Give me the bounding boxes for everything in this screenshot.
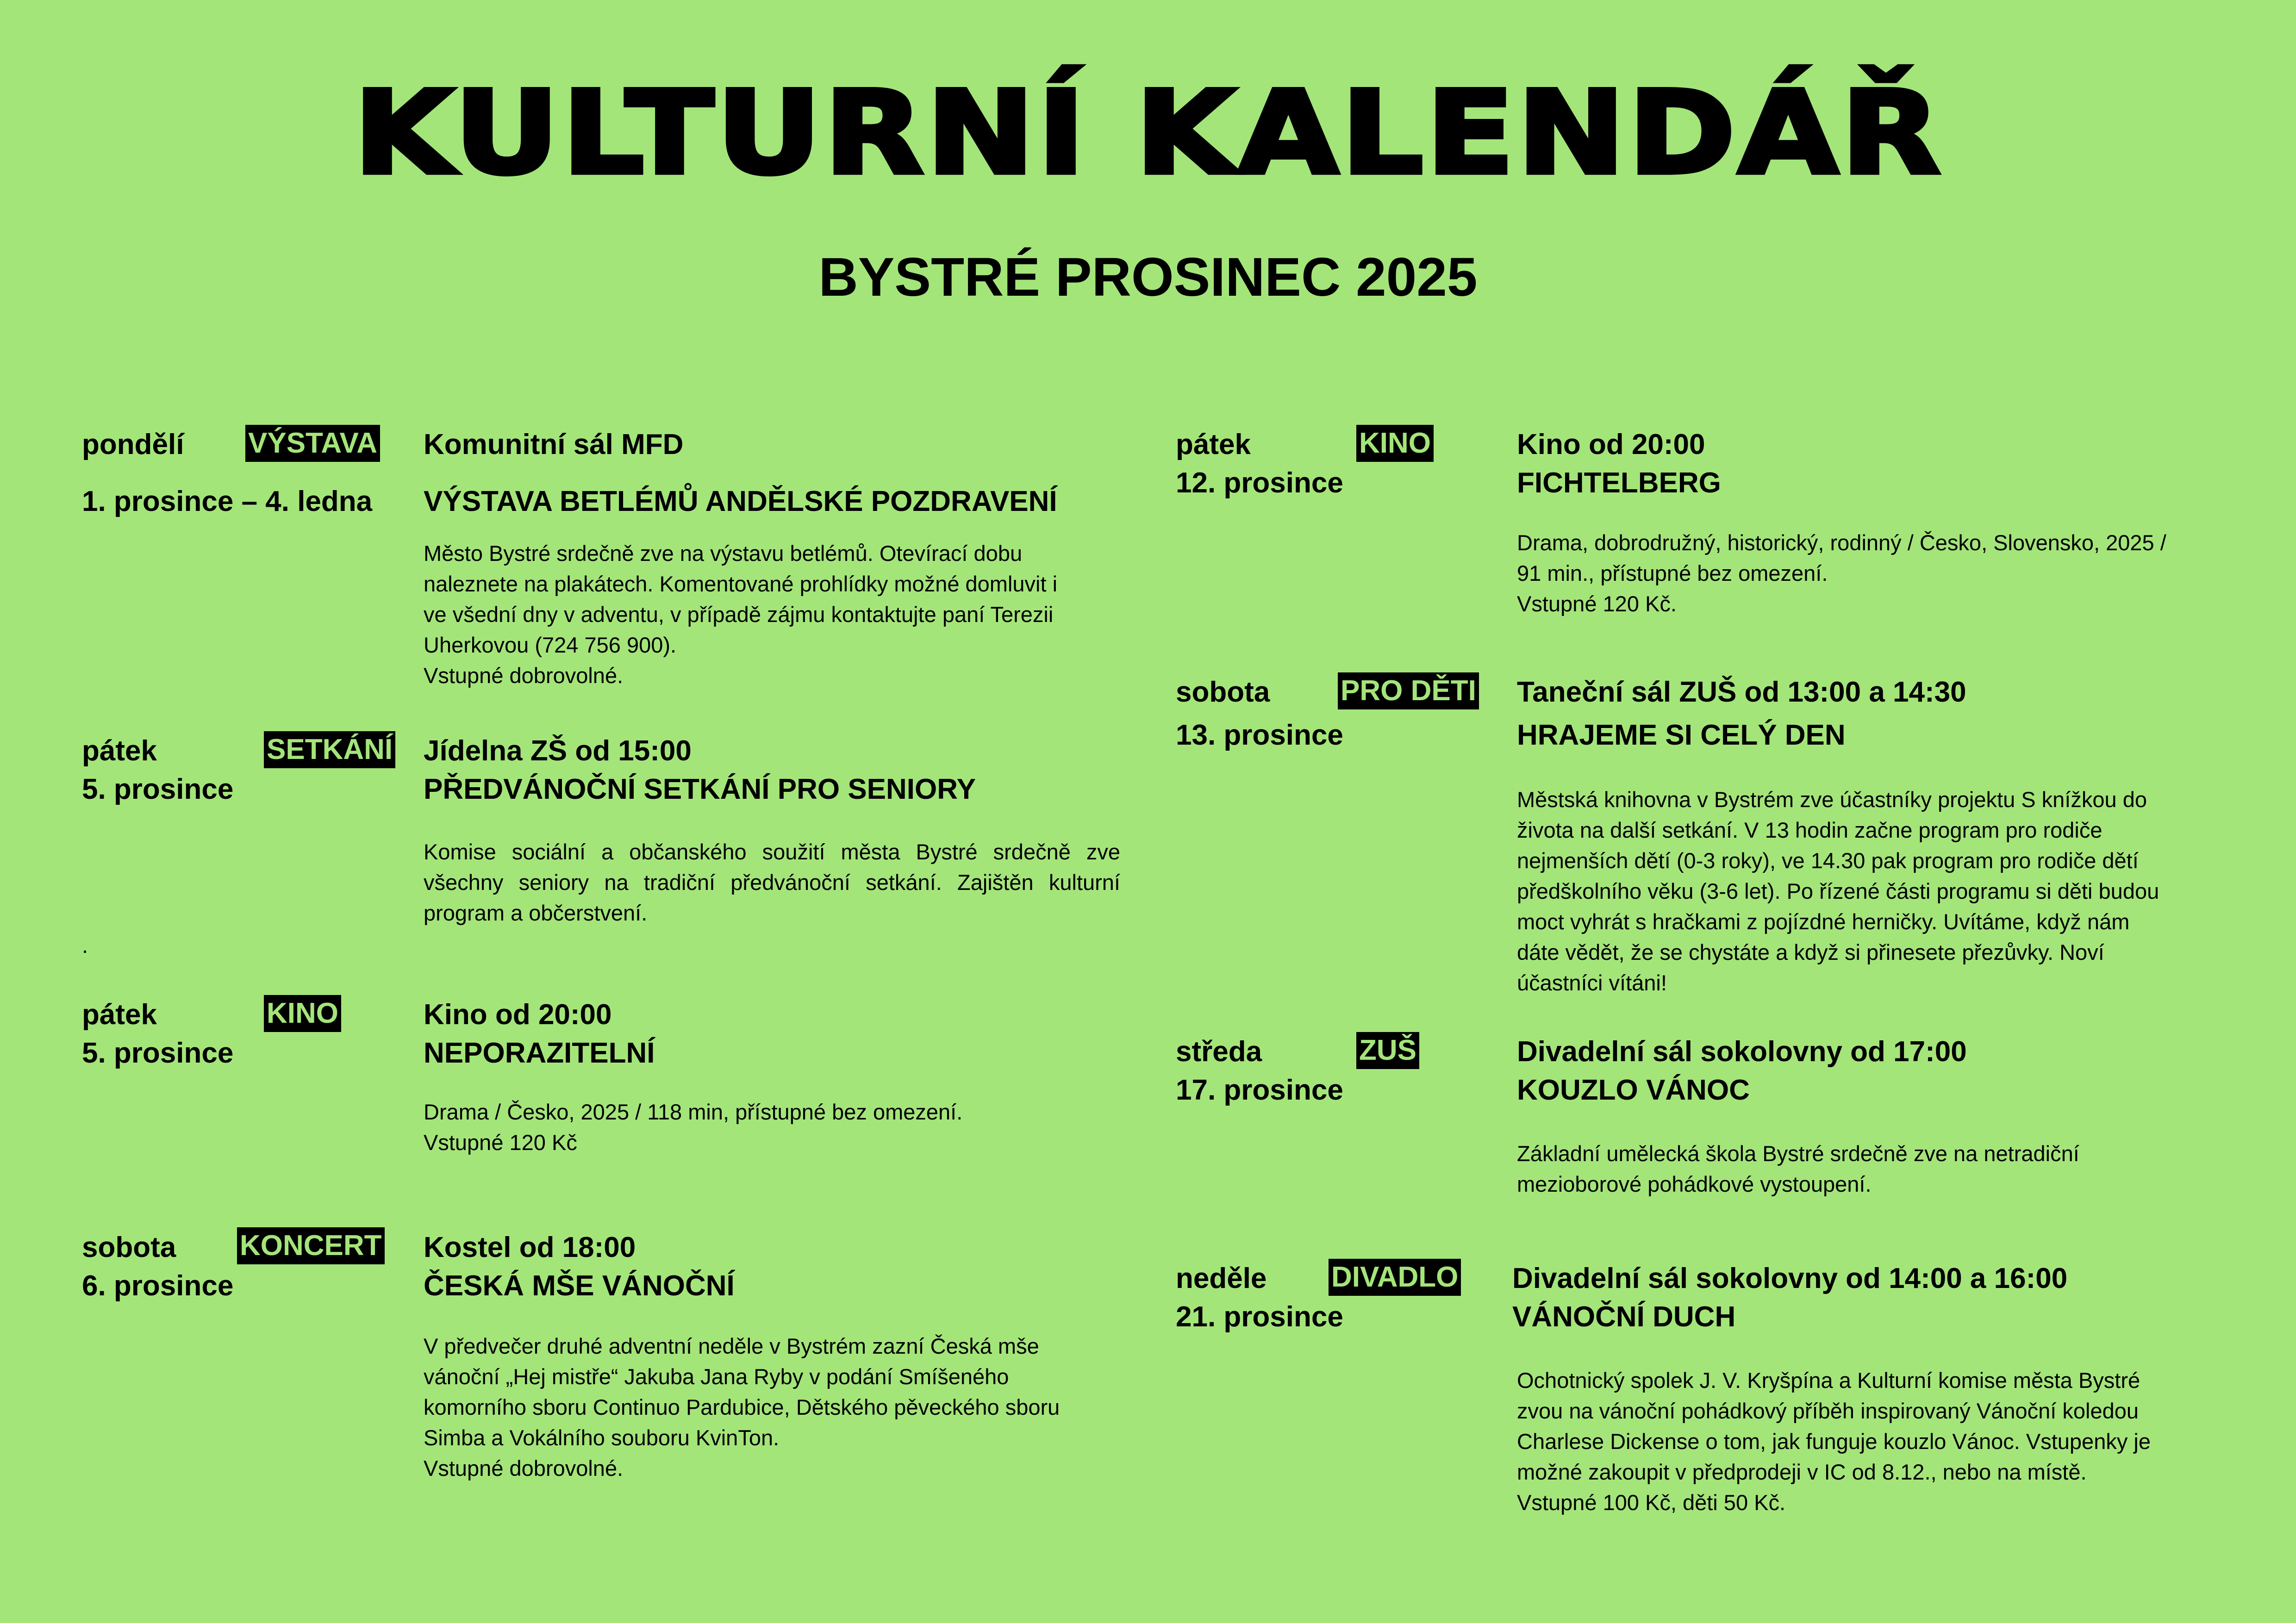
- event-date: 6. prosince: [82, 1270, 234, 1302]
- event-day: neděle: [1176, 1262, 1267, 1294]
- event-day: středa: [1176, 1036, 1262, 1068]
- event-description: Město Bystré srdečně zve na výstavu betlémů. Otevírací dobu naleznete na plakátech. Komentované prohlídky možné domluvit i ve všední dny v adventu, v případě zájmu kontaktujte paní Terezii Uherkovou (724 756 900). Vstupné dobrovolné.: [424, 541, 1058, 688]
- event-tag: ZUŠ: [1356, 1032, 1419, 1069]
- event-place: Kino od 20:00: [424, 999, 612, 1031]
- event-name: VÁNOČNÍ DUCH: [1512, 1301, 1736, 1333]
- event-description: Drama / Česko, 2025 / 118 min, přístupné bez omezení. Vstupné 120 Kč: [424, 1100, 963, 1155]
- event-tag: KINO: [1356, 425, 1434, 462]
- event-tag: PRO DĚTI: [1338, 672, 1479, 709]
- event-description: Městská knihovna v Bystrém zve účastníky projektu S knížkou do života na další setkání. V 13 hodin začne program pro rodiče nejmenších dětí (0-3 roky), ve 14.30 pak program pro rodiče dětí předškolního věku (3-6 let). Po řízené části programu si děti budou moct vyhrát s hračkami z pojízdné herničky. Uvítáme, když nám dáte vědět, že se chystáte a když si přinesete přezůvky. Noví účastníci vítáni!: [1517, 787, 2159, 995]
- event-place: Jídelna ZŠ od 15:00: [424, 735, 692, 767]
- event-date: 13. prosince: [1176, 719, 1343, 751]
- event-date: 1. prosince – 4. ledna: [82, 485, 373, 517]
- event-name: NEPORAZITELNÍ: [424, 1037, 655, 1069]
- event-date: 5. prosince: [82, 773, 234, 805]
- event-tag: KONCERT: [237, 1227, 385, 1264]
- page-subtitle: BYSTRÉ PROSINEC 2025: [818, 247, 1478, 308]
- event-description: V předvečer druhé adventní neděle v Bystrém zazní Česká mše vánoční „Hej mistře“ Jakuba Jana Ryby v podání Smíšeného komorního sboru Continuo Pardubice, Dětského pěveckého sboru Simba a Vokálního souboru KvinTon. Vstupné dobrovolné.: [424, 1334, 1060, 1480]
- event-place: Taneční sál ZUŠ od 13:00 a 14:30: [1517, 676, 1966, 708]
- event-place: Divadelní sál sokolovny od 14:00 a 16:00: [1512, 1262, 2068, 1294]
- event-day: pátek: [82, 735, 157, 767]
- page-title: KULTURNÍ KALENDÁŘ: [353, 67, 1943, 200]
- event-name: VÝSTAVA BETLÉMŮ ANDĚLSKÉ POZDRAVENÍ: [424, 485, 1057, 517]
- event-date: 12. prosince: [1176, 467, 1343, 499]
- separator-dot: .: [82, 933, 88, 958]
- event-tag: VÝSTAVA: [245, 425, 380, 462]
- event-tag: KINO: [264, 995, 341, 1032]
- event-day: pondělí: [82, 429, 184, 460]
- event-name: ČESKÁ MŠE VÁNOČNÍ: [424, 1270, 735, 1302]
- event-date: 21. prosince: [1176, 1301, 1343, 1333]
- event-name: HRAJEME SI CELÝ DEN: [1517, 719, 1846, 751]
- event-place: Kostel od 18:00: [424, 1231, 636, 1263]
- event-day: pátek: [1176, 429, 1251, 460]
- event-name: KOUZLO VÁNOC: [1517, 1074, 1750, 1106]
- title-area: [0, 51, 2296, 208]
- event-date: 17. prosince: [1176, 1074, 1343, 1106]
- event-name: FICHTELBERG: [1517, 467, 1721, 499]
- event-description: Komise sociální a občanského soužití města Bystré srdečně zve všechny seniory na tradiční předvánoční setkání. Zajištěn kulturní program a občerstvení.: [424, 839, 1120, 925]
- event-description: Ochotnický spolek J. V. Kryšpína a Kulturní komise města Bystré zvou na vánoční pohádkový příběh inspirovaný Vánoční koledou Charlese Dickense o tom, jak funguje kouzlo Vánoc. Vstupenky je možné zakoupit v předprodeji v IC od 8.12., nebo na místě. Vstupné 100 Kč, děti 50 Kč.: [1517, 1368, 2151, 1515]
- event-date: 5. prosince: [82, 1037, 234, 1069]
- event-description: Základní umělecká škola Bystré srdečně zve na netradiční mezioborové pohádkové vystoupení.: [1517, 1141, 2079, 1196]
- event-tag: SETKÁNÍ: [264, 731, 395, 768]
- event-description: Drama, dobrodružný, historický, rodinný / Česko, Slovensko, 2025 / 91 min., přístupné bez omezení. Vstupné 120 Kč.: [1517, 530, 2166, 616]
- event-day: pátek: [82, 999, 157, 1031]
- event-tag: DIVADLO: [1329, 1259, 1461, 1296]
- event-day: sobota: [82, 1231, 176, 1263]
- event-day: sobota: [1176, 676, 1270, 708]
- event-place: Divadelní sál sokolovny od 17:00: [1517, 1036, 1967, 1068]
- event-place: Kino od 20:00: [1517, 429, 1705, 460]
- event-name: PŘEDVÁNOČNÍ SETKÁNÍ PRO SENIORY: [424, 773, 976, 805]
- event-place: Komunitní sál MFD: [424, 429, 684, 460]
